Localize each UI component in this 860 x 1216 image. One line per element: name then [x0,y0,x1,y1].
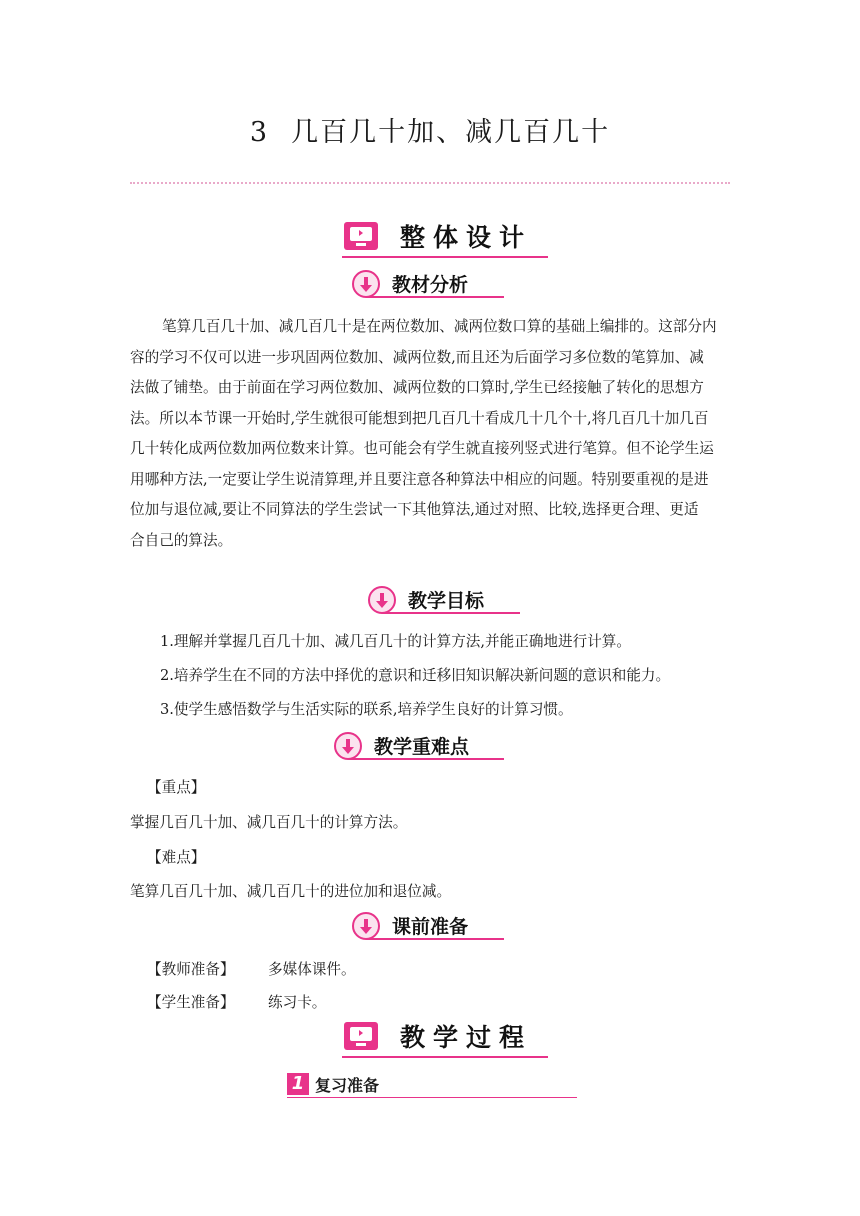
student-prep-text: 练习卡。 [268,994,327,1011]
page-title [0,110,860,149]
difficult-text: 笔算几百几十加、减几百几十的进位加和退位减。 [130,883,452,900]
goal-item: 1.理解并掌握几百几十加、减几百几十的计算方法,并能正确地进行计算。 [160,633,631,650]
paragraph-line: 笔算几百几十加、减几百几十是在两位数加、减两位数口算的基础上编排的。这部分内 [162,318,717,335]
dotted-divider [130,182,730,184]
subsection-heading-label: 教学重难点 [374,736,470,758]
paragraph-line: 合自己的算法。 [130,531,233,549]
subsection-heading-preparation [352,912,504,942]
step-heading-review [287,1073,577,1101]
title-text: 几百几十加、减几百几十 [291,117,611,148]
paragraph-line: 法。所以本节课一开始时,学生就很可能想到把几百几十看成几十几个十,将几百几十加几百 [130,409,709,427]
monitor-icon [344,222,378,250]
section-heading-process [344,1022,544,1052]
monitor-icon [344,1022,378,1050]
paragraph-line: 位加与退位减,要让不同算法的学生尝试一下其他算法,通过对照、比较,选择更合理、更适 [130,501,699,518]
section-heading-label: 整体设计 [400,223,533,252]
key-label: 【重点】 [147,779,206,796]
difficult-label: 【难点】 [147,849,206,866]
paragraph-line: 几十转化成两位数加两位数来计算。也可能会有学生就直接列竖式进行笔算。但不论学生运 [130,440,714,457]
subsection-heading-key-points [334,732,506,762]
section-heading-label: 教学过程 [400,1023,533,1052]
down-arrow-icon [334,732,362,760]
down-arrow-icon [368,586,396,614]
down-arrow-icon [352,270,380,298]
subsection-heading-label: 课前准备 [392,916,469,938]
step-label: 复习准备 [315,1076,380,1095]
down-arrow-icon [352,912,380,940]
subsection-heading-material [352,270,504,300]
material-analysis-paragraph [130,312,730,556]
teacher-prep-label: 【教师准备】 [147,961,235,978]
section-heading-overall-design [344,222,544,252]
title-number: 3 [249,117,270,148]
goal-item: 3.使学生感悟数学与生活实际的联系,培养学生良好的计算习惯。 [160,701,573,718]
paragraph-line: 用哪种方法,一定要让学生说清算理,并且要注意各种算法中相应的问题。特别要重视的是进 [130,470,709,488]
subsection-heading-label: 教材分析 [392,274,469,296]
key-text: 掌握几百几十加、减几百几十的计算方法。 [130,814,408,831]
student-prep-label: 【学生准备】 [147,994,235,1011]
teacher-prep-text: 多媒体课件。 [268,961,356,978]
paragraph-line: 容的学习不仅可以进一步巩固两位数加、减两位数,而且还为后面学习多位数的笔算加、减 [130,348,704,366]
goal-item: 2.培养学生在不同的方法中择优的意识和迁移旧知识解决新问题的意识和能力。 [160,667,671,684]
paragraph-line: 法做了铺垫。由于前面在学习两位数加、减两位数的口算时,学生已经接触了转化的思想方 [130,379,704,396]
subsection-heading-label: 教学目标 [408,590,485,612]
step-number-badge: 1 [287,1073,309,1095]
subsection-heading-goals [368,586,520,616]
